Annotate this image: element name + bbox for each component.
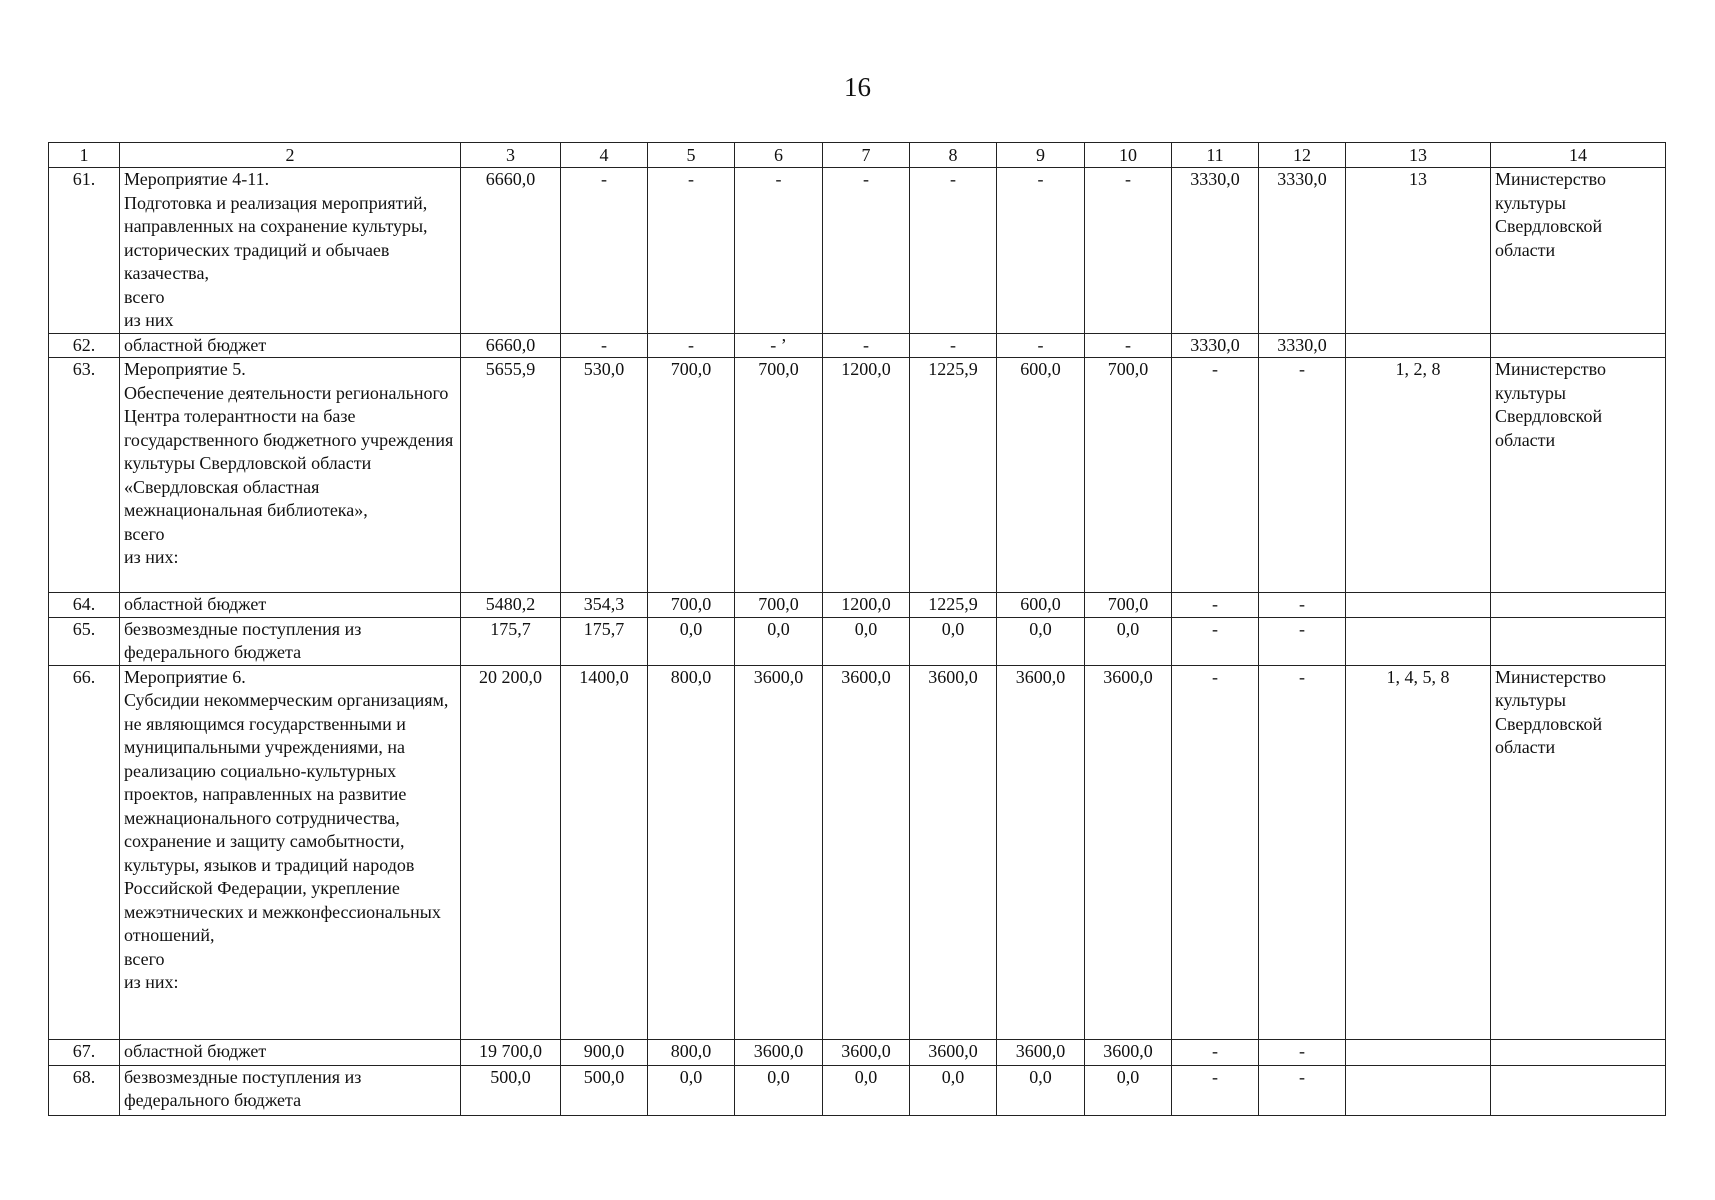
row-value: 3330,0 [1172, 168, 1259, 334]
row-value: 6660,0 [461, 333, 561, 358]
row-value: - [1172, 593, 1259, 618]
column-header: 7 [823, 143, 910, 168]
row-value: 0,0 [910, 1065, 997, 1115]
row-value: 700,0 [735, 593, 823, 618]
row-value: - [561, 333, 648, 358]
row-value: 175,7 [561, 617, 648, 665]
column-header: 9 [997, 143, 1085, 168]
row-target-indicators [1346, 593, 1491, 618]
row-value: 0,0 [1085, 617, 1172, 665]
column-header: 13 [1346, 143, 1491, 168]
row-value: 1200,0 [823, 358, 910, 593]
row-value: 5655,9 [461, 358, 561, 593]
row-target-indicators: 1, 2, 8 [1346, 358, 1491, 593]
row-target-indicators [1346, 1039, 1491, 1065]
row-value: - [1172, 665, 1259, 1039]
row-description: безвозмездные поступления из федерального бюджета [120, 617, 461, 665]
row-value: 700,0 [1085, 358, 1172, 593]
row-value: - [648, 168, 735, 334]
row-value: - ’ [735, 333, 823, 358]
row-executor [1491, 333, 1666, 358]
row-value: 600,0 [997, 593, 1085, 618]
row-description: областной бюджет [120, 593, 461, 618]
row-description: безвозмездные поступления из федерального бюджета [120, 1065, 461, 1115]
row-value: 700,0 [648, 358, 735, 593]
row-value: 500,0 [461, 1065, 561, 1115]
row-value: - [823, 168, 910, 334]
row-value: 3330,0 [1259, 333, 1346, 358]
row-value: - [997, 333, 1085, 358]
row-value: 19 700,0 [461, 1039, 561, 1065]
row-value: 900,0 [561, 1039, 648, 1065]
row-number: 68. [49, 1065, 120, 1115]
table-row [49, 617, 1666, 665]
table-row [49, 168, 1666, 334]
column-header: 1 [49, 143, 120, 168]
row-executor: Министерство культуры Свердловской области [1491, 168, 1666, 334]
row-description: областной бюджет [120, 333, 461, 358]
table-row [49, 333, 1666, 358]
row-value: 3600,0 [910, 1039, 997, 1065]
row-value: 0,0 [997, 617, 1085, 665]
row-value: - [823, 333, 910, 358]
column-header: 14 [1491, 143, 1666, 168]
row-value: 6660,0 [461, 168, 561, 334]
row-description: Мероприятие 4-11. Подготовка и реализация мероприятий, направленных на сохранение культуры, исторических традиций и обычаев казачества, всего из них [120, 168, 461, 334]
row-value: - [735, 168, 823, 334]
row-executor: Министерство культуры Свердловской области [1491, 358, 1666, 593]
row-value: 0,0 [648, 617, 735, 665]
row-value: - [1259, 593, 1346, 618]
row-value: - [1085, 168, 1172, 334]
row-description: Мероприятие 6. Субсидии некоммерческим организациям, не являющимся государственными и муниципальными учреждениями, на реализацию социально-культурных проектов, направленных на развитие межнационального сотрудничества, сохранение и защиту самобытности, культуры, языков и традиций народов Российской Федерации, укрепление межэтнических и межконфессиональных отношений, всего из них: [120, 665, 461, 1039]
row-value: 1400,0 [561, 665, 648, 1039]
row-value: 5480,2 [461, 593, 561, 618]
row-value: 3600,0 [823, 665, 910, 1039]
column-header: 8 [910, 143, 997, 168]
row-value: - [1172, 1065, 1259, 1115]
row-number: 67. [49, 1039, 120, 1065]
row-value: - [1172, 1039, 1259, 1065]
row-description: областной бюджет [120, 1039, 461, 1065]
table-row [49, 593, 1666, 618]
row-value: 700,0 [1085, 593, 1172, 618]
row-value: 3600,0 [735, 665, 823, 1039]
row-value: 3600,0 [735, 1039, 823, 1065]
row-value: 0,0 [823, 617, 910, 665]
row-value: - [997, 168, 1085, 334]
row-value: 3330,0 [1172, 333, 1259, 358]
row-value: 0,0 [997, 1065, 1085, 1115]
row-number: 63. [49, 358, 120, 593]
row-target-indicators: 13 [1346, 168, 1491, 334]
header-row [49, 143, 1666, 168]
row-value: - [1259, 617, 1346, 665]
row-value: 3600,0 [910, 665, 997, 1039]
column-header: 11 [1172, 143, 1259, 168]
row-value: - [1259, 358, 1346, 593]
row-value: - [1259, 665, 1346, 1039]
row-value: - [1085, 333, 1172, 358]
column-header: 2 [120, 143, 461, 168]
table-row [49, 665, 1666, 1039]
row-target-indicators: 1, 4, 5, 8 [1346, 665, 1491, 1039]
row-description: Мероприятие 5. Обеспечение деятельности регионального Центра толерантности на базе государственного бюджетного учреждения культуры Свердловской области «Свердловская областная межнациональная библиотека», всего из них: [120, 358, 461, 593]
row-target-indicators [1346, 333, 1491, 358]
row-value: 1200,0 [823, 593, 910, 618]
row-value: - [1172, 358, 1259, 593]
row-value: 175,7 [461, 617, 561, 665]
row-value: - [648, 333, 735, 358]
row-number: 61. [49, 168, 120, 334]
row-value: 530,0 [561, 358, 648, 593]
column-header: 4 [561, 143, 648, 168]
row-executor: Министерство культуры Свердловской области [1491, 665, 1666, 1039]
table-row [49, 1065, 1666, 1115]
row-value: 500,0 [561, 1065, 648, 1115]
row-value: 3600,0 [823, 1039, 910, 1065]
program-table [48, 142, 1666, 1116]
row-number: 65. [49, 617, 120, 665]
row-value: 700,0 [735, 358, 823, 593]
row-value: 354,3 [561, 593, 648, 618]
row-value: - [1259, 1065, 1346, 1115]
row-value: 20 200,0 [461, 665, 561, 1039]
page-number: 16 [844, 72, 871, 102]
row-value: 3330,0 [1259, 168, 1346, 334]
row-value: 600,0 [997, 358, 1085, 593]
row-value: 0,0 [1085, 1065, 1172, 1115]
row-executor [1491, 617, 1666, 665]
row-value: - [1172, 617, 1259, 665]
table-body [49, 168, 1666, 1116]
row-value: 1225,9 [910, 358, 997, 593]
row-value: 0,0 [735, 1065, 823, 1115]
row-value: 3600,0 [997, 665, 1085, 1039]
table-row [49, 358, 1666, 593]
column-header: 5 [648, 143, 735, 168]
column-header: 12 [1259, 143, 1346, 168]
row-target-indicators [1346, 617, 1491, 665]
row-value: 700,0 [648, 593, 735, 618]
row-number: 66. [49, 665, 120, 1039]
table-row [49, 1039, 1666, 1065]
row-value: 800,0 [648, 665, 735, 1039]
row-value: 0,0 [648, 1065, 735, 1115]
row-value: 3600,0 [997, 1039, 1085, 1065]
row-value: - [561, 168, 648, 334]
row-value: 3600,0 [1085, 665, 1172, 1039]
row-value: 0,0 [823, 1065, 910, 1115]
row-value: - [1259, 1039, 1346, 1065]
row-value: 800,0 [648, 1039, 735, 1065]
row-number: 62. [49, 333, 120, 358]
row-executor [1491, 1065, 1666, 1115]
row-value: 0,0 [735, 617, 823, 665]
column-header: 10 [1085, 143, 1172, 168]
row-value: - [910, 333, 997, 358]
column-header: 3 [461, 143, 561, 168]
row-executor [1491, 593, 1666, 618]
row-target-indicators [1346, 1065, 1491, 1115]
row-value: 0,0 [910, 617, 997, 665]
row-executor [1491, 1039, 1666, 1065]
row-value: 1225,9 [910, 593, 997, 618]
column-header: 6 [735, 143, 823, 168]
row-number: 64. [49, 593, 120, 618]
row-value: - [910, 168, 997, 334]
row-value: 3600,0 [1085, 1039, 1172, 1065]
table-header [49, 143, 1666, 168]
